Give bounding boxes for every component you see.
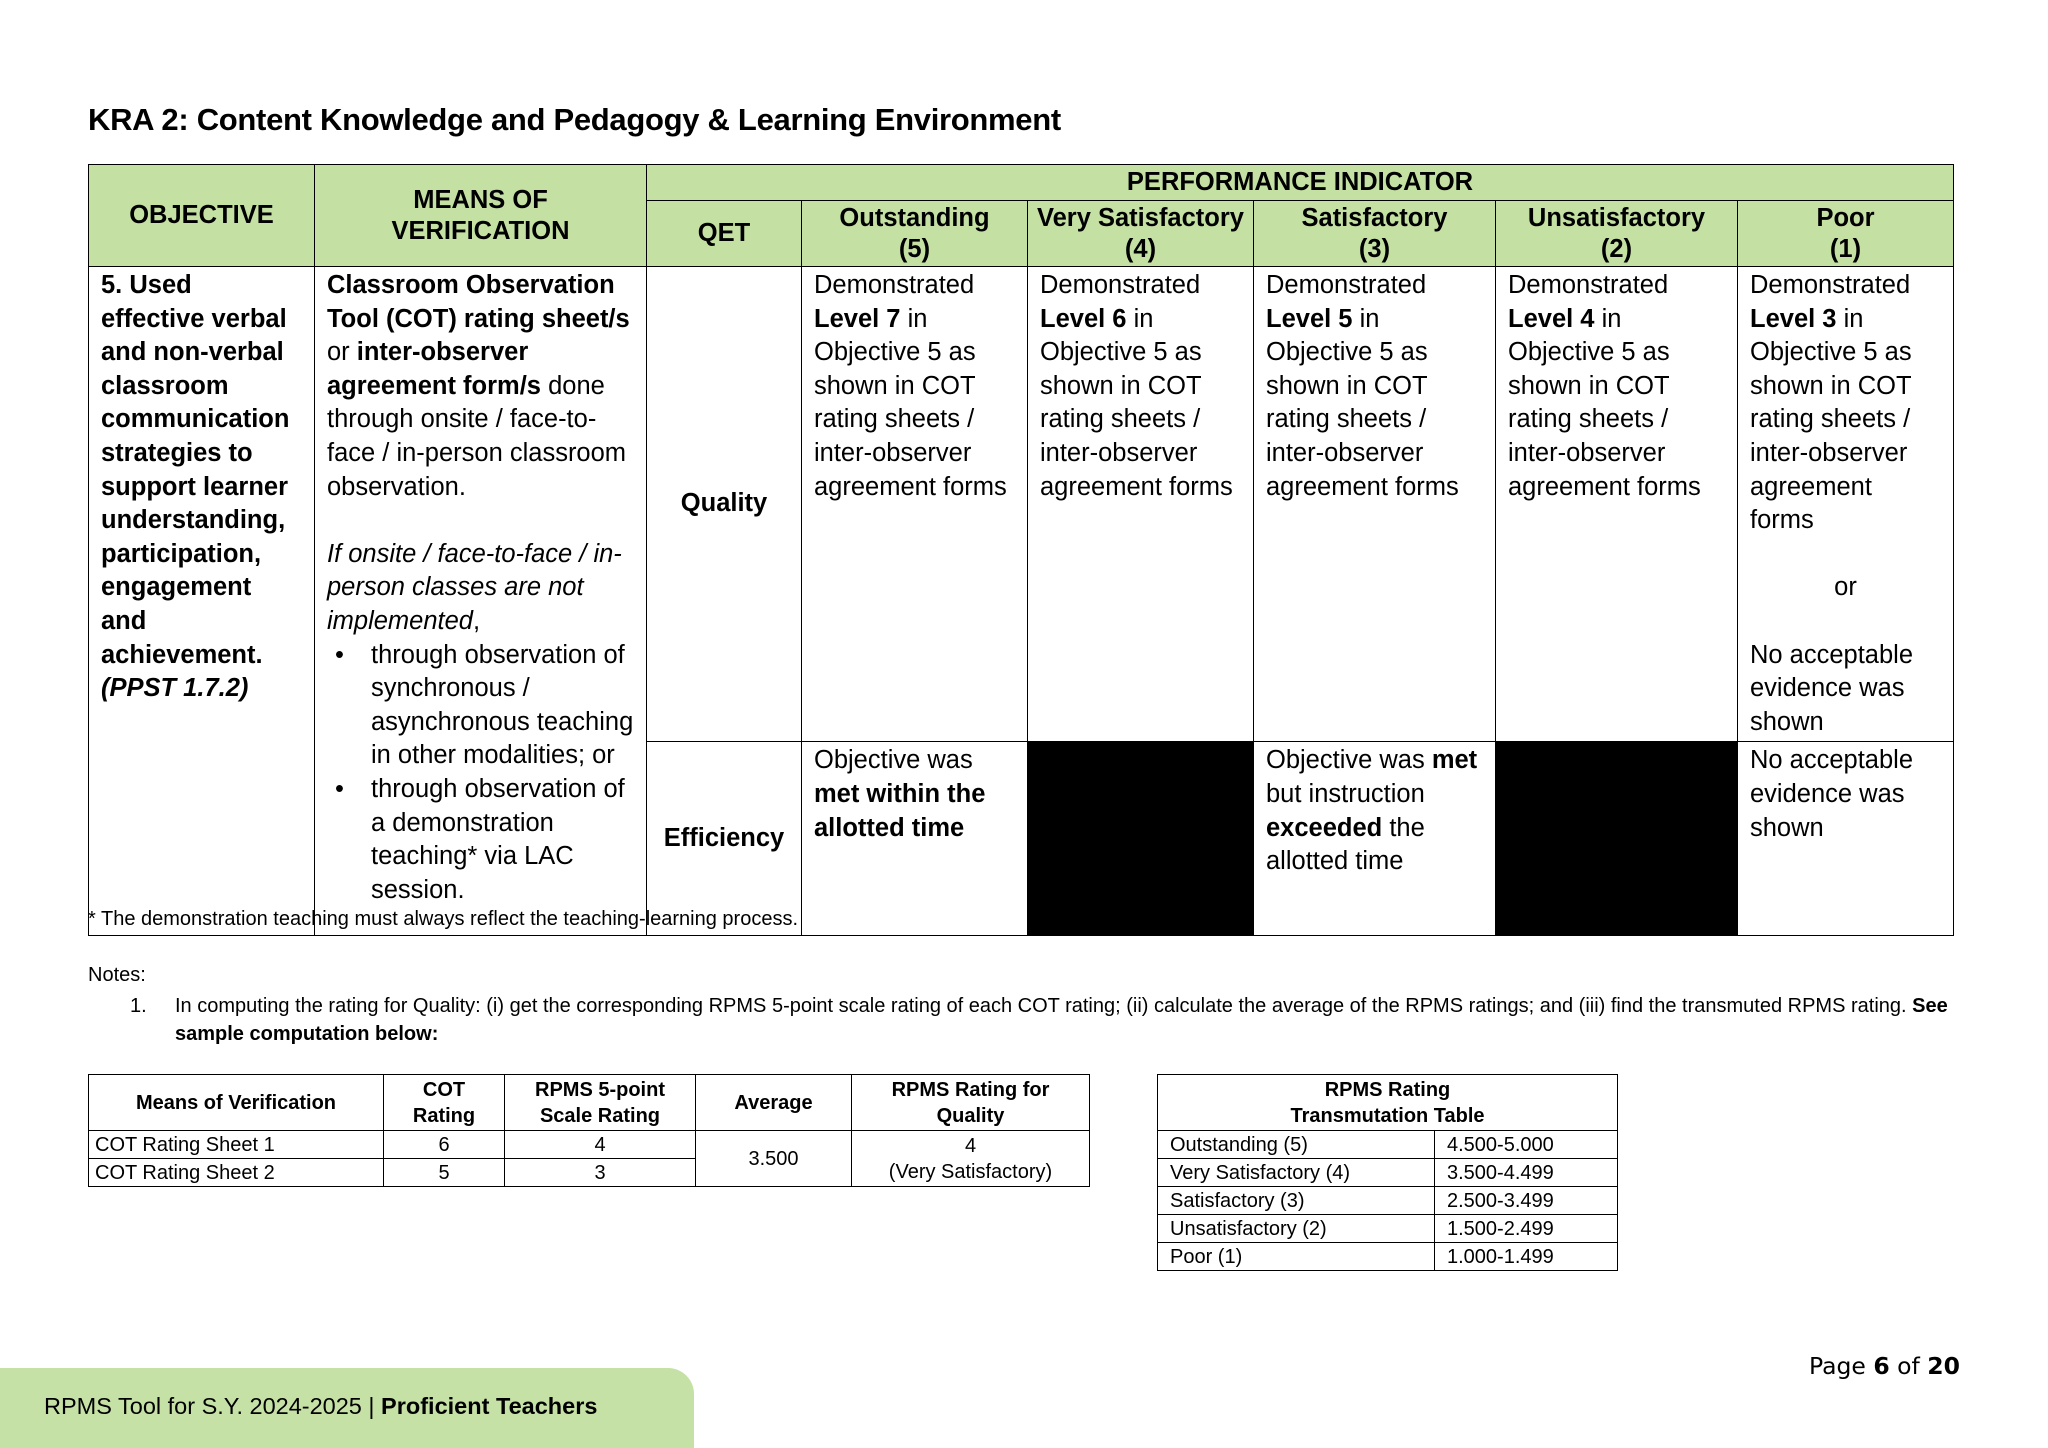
quality-satisfactory: Demonstrated Level 5 in Objective 5 as shown in COT rating sheets / inter-observer agreement forms xyxy=(1254,267,1496,742)
header-rating-poor xyxy=(1738,201,1954,267)
header-rating-very-satisfactory xyxy=(1028,201,1254,267)
header-objective: OBJECTIVE xyxy=(89,165,315,267)
quality-unsatisfactory: Demonstrated Level 4 in Objective 5 as shown in COT rating sheets / inter-observer agreement forms xyxy=(1496,267,1738,742)
footnote: * The demonstration teaching must always reflect the teaching-learning process. xyxy=(88,908,799,930)
calc-quality-rating: 4 (Very Satisfactory) xyxy=(852,1131,1090,1187)
calc-mov: COT Rating Sheet 1 xyxy=(89,1131,384,1159)
mov-or: or xyxy=(327,338,357,367)
calc-mov: COT Rating Sheet 2 xyxy=(89,1159,384,1187)
header-rating-outstanding xyxy=(802,201,1028,267)
efficiency-unsatisfactory-blank xyxy=(1496,742,1738,936)
rating-label: Unsatisfactory xyxy=(1527,203,1706,232)
rating-label: Poor xyxy=(1816,203,1875,232)
table-row: Unsatisfactory (2) 1.500-2.499 xyxy=(1158,1215,1618,1243)
mov-bullet-list xyxy=(327,639,634,908)
calc-header: RPMS 5-point Scale Rating xyxy=(505,1075,696,1131)
qet-quality: Quality xyxy=(647,267,802,742)
level-value: Level 4 xyxy=(1508,304,1595,333)
mov-cot: Classroom Observation Tool (COT) rating sheet/s xyxy=(327,271,630,333)
table-row: Outstanding (5) 4.500-5.000 xyxy=(1158,1131,1618,1159)
objective-text: 5. Used effective verbal and non-verbal classroom communication strategies to support learner understanding, participation, engagement and achievement. xyxy=(101,271,290,669)
calc-header: Means of Verification xyxy=(89,1075,384,1131)
table-row: Satisfactory (3) 2.500-3.499 xyxy=(1158,1187,1618,1215)
efficiency-very-satisfactory-blank xyxy=(1028,742,1254,936)
note-text: In computing the rating for Quality: (i) get the corresponding RPMS 5-point scale rating of each COT rating; (ii) calculate the average of the RPMS ratings; and (iii) find the transmuted RPMS rating. xyxy=(175,995,1913,1017)
note-bold-text: See sample computation below: xyxy=(175,995,1948,1045)
level-value: Level 6 xyxy=(1040,304,1127,333)
level-value: Level 7 xyxy=(814,304,901,333)
objective-ppst: (PPST 1.7.2) xyxy=(101,674,249,703)
rating-label: Very Satisfactory xyxy=(1037,203,1244,232)
mov-iaf: inter-observer agreement form/s xyxy=(327,338,541,400)
notes-label: Notes: xyxy=(88,964,146,986)
mov-bullet: • through observation of a demonstration teaching* via LAC session. xyxy=(327,773,634,907)
calc-cot: 5 xyxy=(384,1159,505,1187)
note-number: 1. xyxy=(130,995,147,1017)
mov-done-text: done through onsite / face-to-face / in-person classroom observation. xyxy=(327,371,627,501)
rating-score: (2) xyxy=(1600,234,1633,263)
calc-rpms: 3 xyxy=(505,1159,696,1187)
rating-label: Satisfactory xyxy=(1301,203,1448,232)
quality-poor-or: or xyxy=(1834,573,1857,602)
quality-poor-no-evidence: No acceptable evidence was shown xyxy=(1750,640,1914,736)
performance-table xyxy=(88,164,1954,936)
mov-comma: , xyxy=(473,606,481,635)
rating-score: (1) xyxy=(1829,234,1862,263)
rating-score: (5) xyxy=(898,234,931,263)
calc-average: 3.500 xyxy=(696,1131,852,1187)
mov-if-text: If onsite / face-to-face / in-person classes are not implemented xyxy=(327,539,622,635)
efficiency-poor: No acceptable evidence was shown xyxy=(1738,742,1954,936)
sample-computation-table xyxy=(88,1074,1090,1187)
header-rating-satisfactory xyxy=(1254,201,1496,267)
table-row: Very Satisfactory (4) 3.500-4.499 xyxy=(1158,1159,1618,1187)
mov-bullet: • through observation of synchronous / asynchronous teaching in other modalities; or xyxy=(327,639,634,773)
calc-cot: 6 xyxy=(384,1131,505,1159)
header-means-of-verification: MEANS OF VERIFICATION xyxy=(315,165,647,267)
qet-efficiency: Efficiency xyxy=(647,742,802,936)
rating-score: (4) xyxy=(1124,234,1157,263)
quality-very-satisfactory: Demonstrated Level 6 in Objective 5 as shown in COT rating sheets / inter-observer agreement forms xyxy=(1028,267,1254,742)
calc-header: COT Rating xyxy=(384,1075,505,1131)
note-item xyxy=(130,992,1960,1048)
header-qet: QET xyxy=(647,201,802,267)
calc-header: Average xyxy=(696,1075,852,1131)
quality-poor: Demonstrated Level 3 in Objective 5 as shown in COT rating sheets / inter-observer agreement forms or No acceptable evidence was shown xyxy=(1738,267,1954,742)
objective-cell xyxy=(89,267,315,936)
efficiency-satisfactory: Objective was met but instruction exceeded the allotted time xyxy=(1254,742,1496,936)
level-value: Level 5 xyxy=(1266,304,1353,333)
rating-label: Outstanding xyxy=(839,203,990,232)
table-row: Poor (1) 1.000-1.499 xyxy=(1158,1243,1618,1271)
transmutation-title: RPMS Rating Transmutation Table xyxy=(1158,1075,1618,1131)
footer-text: RPMS Tool for S.Y. 2024-2025 | Proficient Teachers xyxy=(44,1393,598,1419)
table-row xyxy=(89,1131,1090,1159)
efficiency-outstanding: Objective was met within the allotted time xyxy=(802,742,1028,936)
mov-cell xyxy=(315,267,647,936)
transmutation-table xyxy=(1157,1074,1618,1271)
page-number: Page 6 of 20 xyxy=(1808,1352,1960,1380)
kra-title: KRA 2: Content Knowledge and Pedagogy & Learning Environment xyxy=(88,102,1061,137)
header-performance-indicator: PERFORMANCE INDICATOR xyxy=(647,165,1954,201)
calc-header: RPMS Rating for Quality xyxy=(852,1075,1090,1131)
calc-rpms: 4 xyxy=(505,1131,696,1159)
header-rating-unsatisfactory xyxy=(1496,201,1738,267)
footer-audience: Proficient Teachers xyxy=(381,1393,598,1419)
rating-score: (3) xyxy=(1358,234,1391,263)
quality-outstanding: Demonstrated Level 7 in Objective 5 as shown in COT rating sheets / inter-observer agreement forms xyxy=(802,267,1028,742)
level-value: Level 3 xyxy=(1750,304,1837,333)
